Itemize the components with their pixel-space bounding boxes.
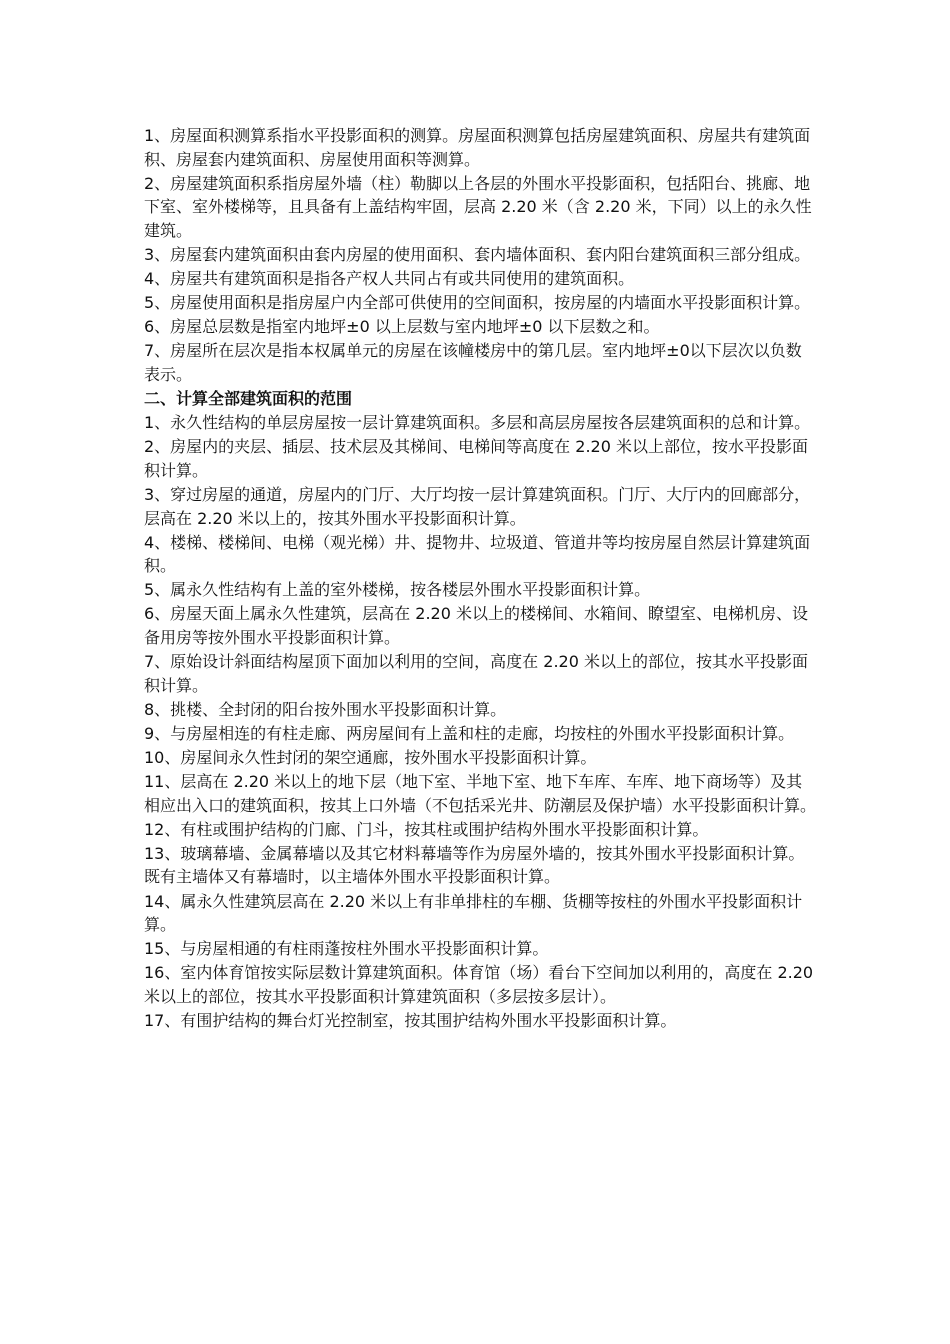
paragraph-10: 3、穿过房屋的通道，房屋内的门厅、大厅均按一层计算建筑面积。门厅、大厅内的回廊部分，层高在 2.20 米以上的，按其外围水平投影面积计算。	[144, 484, 811, 528]
paragraph-11: 4、楼梯、楼梯间、电梯（观光梯）井、提物井、垃圾道、管道井等均按房屋自然层计算建筑面积。	[144, 532, 811, 576]
paragraph-19: 12、有柱或围护结构的门廊、门斗，按其柱或围护结构外围水平投影面积计算。	[144, 819, 709, 839]
paragraph-16: 9、与房屋相连的有柱走廊、两房屋间有上盖和柱的走廊，均按柱的外围水平投影面积计算。	[144, 723, 795, 743]
paragraph-13: 6、房屋天面上属永久性建筑，层高在 2.20 米以上的楼梯间、水箱间、瞭望室、电梯机房、设备用房等按外围水平投影面积计算。	[144, 604, 808, 647]
paragraph-20: 13、玻璃幕墙、金属幕墙以及其它材料幕墙等作为房屋外墙的，按其外围水平投影面积计算。既有主墙体又有幕墙时，以主墙体外围水平投影面积计算。	[144, 843, 805, 887]
paragraph-9: 2、房屋内的夹层、插层、技术层及其梯间、电梯间等高度在 2.20 米以上部位，按水平投影面积计算。	[144, 437, 808, 480]
section-heading: 二、计算全部建筑面积的范围	[144, 389, 353, 409]
paragraph-24: 17、有围护结构的舞台灯光控制室，按其围护结构外围水平投影面积计算。	[144, 1010, 677, 1030]
paragraph-6: 6、房屋总层数是指室内地坪±0 以上层数与室内地坪±0 以下层数之和。	[144, 317, 660, 337]
paragraph-5: 5、房屋使用面积是指房屋户内全部可供使用的空间面积，按房屋的内墙面水平投影面积计算。	[144, 293, 811, 313]
document-body	[144, 124, 816, 1033]
paragraph-18: 11、层高在 2.20 米以上的地下层（地下室、半地下室、地下车库、车库、地下商场等）及其相应出入口的建筑面积，按其上口外墙（不包括采光井、防潮层及保护墙）水平投影面积计算。	[144, 772, 817, 815]
paragraph-8: 1、永久性结构的单层房屋按一层计算建筑面积。多层和高层房屋按各层建筑面积的总和计算。	[144, 413, 811, 433]
paragraph-12: 5、属永久性结构有上盖的室外楼梯，按各楼层外围水平投影面积计算。	[144, 580, 651, 600]
paragraph-15: 8、挑楼、全封闭的阳台按外围水平投影面积计算。	[144, 699, 507, 719]
paragraph-21: 14、属永久性建筑层高在 2.20 米以上有非单排柱的车棚、货棚等按柱的外围水平投影面积计算。	[144, 891, 803, 935]
paragraph-14: 7、原始设计斜面结构屋顶下面加以利用的空间，高度在 2.20 米以上的部位，按其水平投影面积计算。	[144, 652, 808, 695]
paragraph-7: 7、房屋所在层次是指本权属单元的房屋在该幢楼房中的第几层。室内地坪±0以下层次以负数表示。	[144, 341, 802, 384]
paragraph-1: 1、房屋面积测算系指水平投影面积的测算。房屋面积测算包括房屋建筑面积、房屋共有建筑面积、房屋套内建筑面积、房屋使用面积等测算。	[144, 126, 811, 169]
paragraph-22: 15、与房屋相通的有柱雨蓬按柱外围水平投影面积计算。	[144, 939, 549, 959]
paragraph-3: 3、房屋套内建筑面积由套内房屋的使用面积、套内墙体面积、套内阳台建筑面积三部分组成。	[144, 244, 811, 264]
paragraph-17: 10、房屋间永久性封闭的架空通廊，按外围水平投影面积计算。	[144, 747, 597, 767]
paragraph-23: 16、室内体育馆按实际层数计算建筑面积。体育馆（场）看台下空间加以利用的，高度在 2.20 米以上的部位，按其水平投影面积计算建筑面积（多层按多层计）。	[144, 963, 814, 1006]
paragraph-2: 2、房屋建筑面积系指房屋外墙（柱）勒脚以上各层的外围水平投影面积，包括阳台、挑廊、地下室、室外楼梯等，且具备有上盖结构牢固，层高 2.20 米（含 2.20 米，下同）以上的永久性建筑。	[144, 173, 812, 240]
paragraph-4: 4、房屋共有建筑面积是指各产权人共同占有或共同使用的建筑面积。	[144, 269, 635, 289]
